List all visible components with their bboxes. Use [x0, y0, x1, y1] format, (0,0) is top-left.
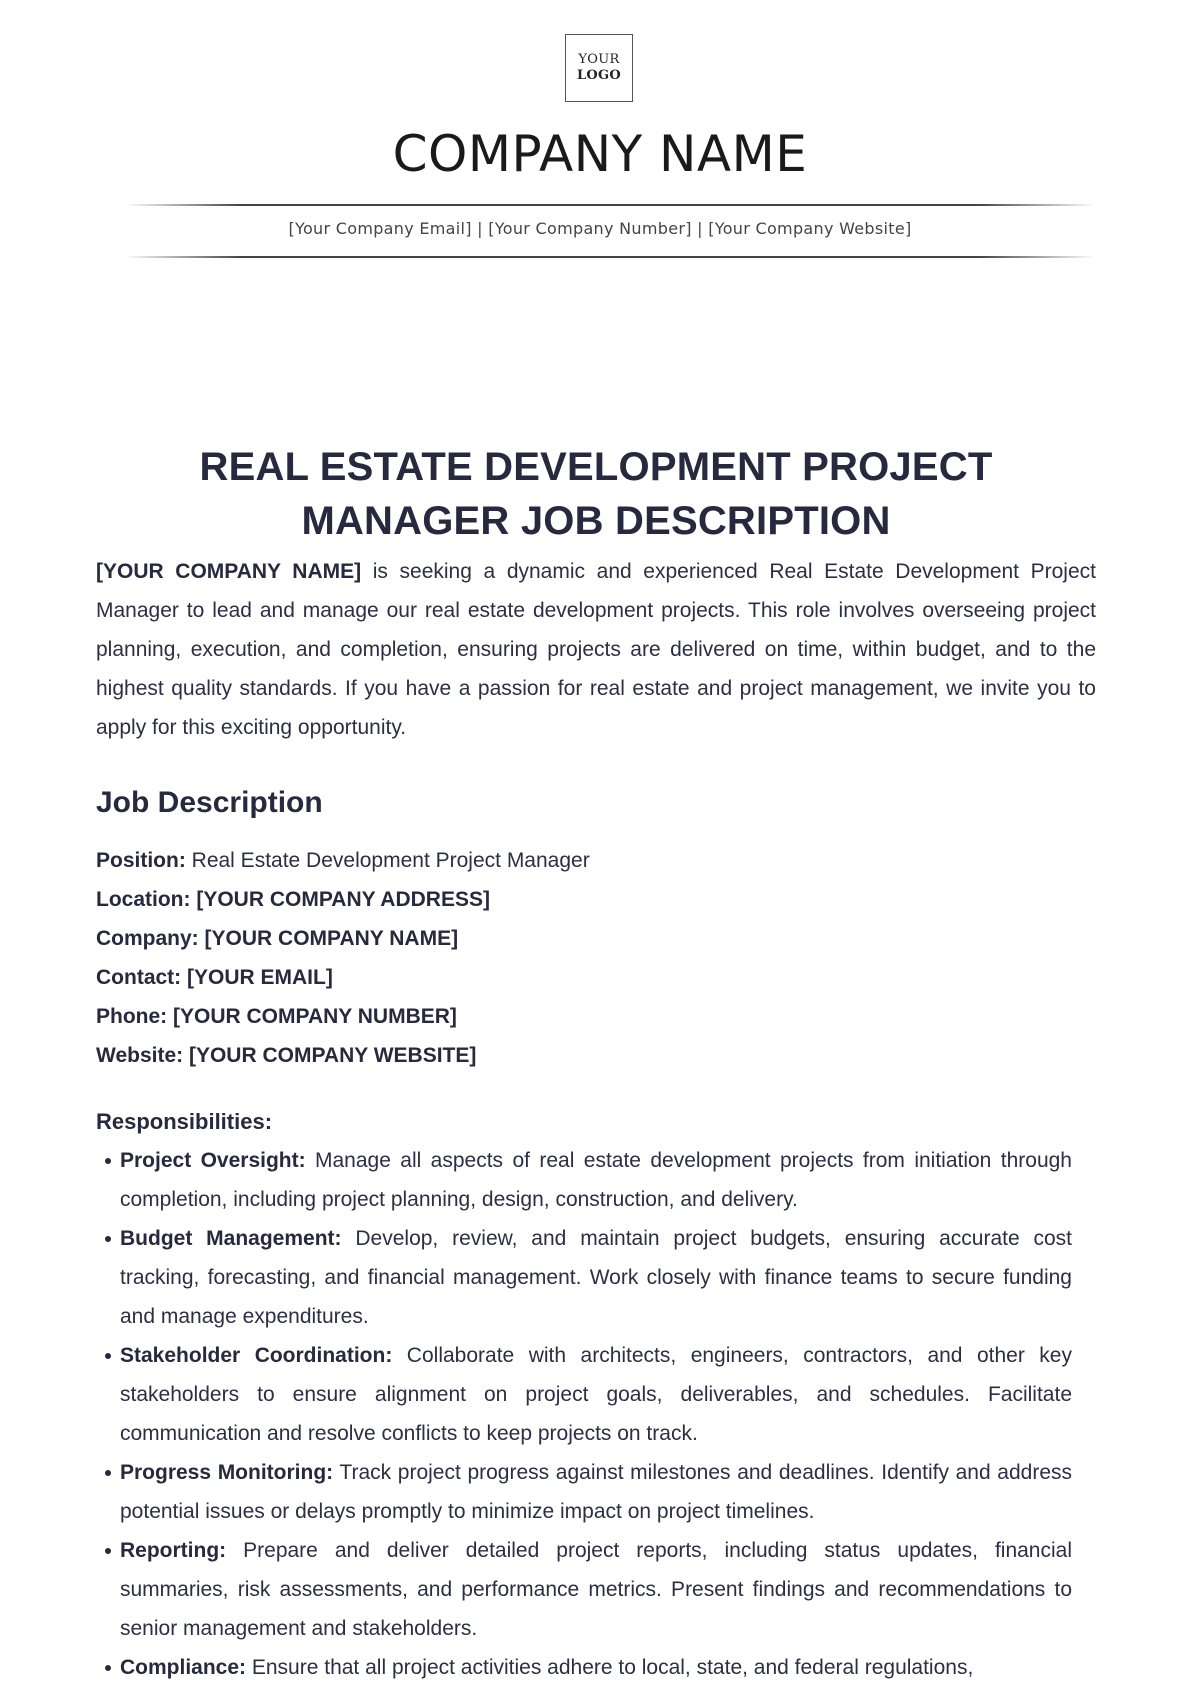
list-item	[120, 1219, 1072, 1336]
detail-label: Company:	[96, 927, 199, 950]
document-title: REAL ESTATE DEVELOPMENT PROJECT MANAGER JOB DESCRIPTION	[199, 445, 993, 543]
detail-label: Phone:	[96, 1005, 168, 1028]
detail-value: [YOUR COMPANY NAME]	[198, 927, 459, 950]
detail-label: Position:	[96, 849, 186, 872]
detail-contact	[96, 958, 1096, 997]
list-item-text: Track project progress against milestones and deadlines. Identify and address potential issues or delays promptly to minimize impact on project timelines.	[120, 1461, 1072, 1523]
company-name: COMPANY NAME	[392, 125, 808, 183]
detail-value: Real Estate Development Project Manager	[185, 849, 590, 872]
logo-line-1: YOUR	[578, 52, 620, 67]
list-item	[120, 1336, 1072, 1453]
list-item-text: Develop, review, and maintain project budgets, ensuring accurate cost tracking, forecasting, and financial management. Work closely with finance teams to secure funding and manage expenditures.	[120, 1227, 1073, 1328]
detail-value: [YOUR COMPANY WEBSITE]	[183, 1044, 477, 1067]
detail-website	[96, 1036, 1096, 1075]
detail-label: Contact:	[96, 966, 182, 989]
detail-value: [YOUR COMPANY ADDRESS]	[190, 888, 490, 911]
company-logo	[565, 34, 633, 102]
list-item	[120, 1531, 1072, 1648]
detail-label: Location:	[96, 888, 191, 911]
detail-phone	[96, 997, 1096, 1036]
detail-company	[96, 919, 1096, 958]
intro-paragraph	[96, 552, 1096, 747]
list-item-title: Progress Monitoring:	[120, 1461, 334, 1484]
list-item-title: Project Oversight:	[120, 1149, 306, 1172]
detail-value: [YOUR EMAIL]	[181, 966, 333, 989]
intro-text: is seeking a dynamic and experienced Real Estate Development Project Manager to lead and manage our real estate development projects. This role involves overseeing project planning, execution, and completion, ensuring projects are delivered on time, within budget, and to the highest quality standards. If you have a passion for real estate and project management, we invite you to apply for this exciting opportunity.	[96, 560, 1096, 739]
list-item-title: Stakeholder Coordination:	[120, 1344, 393, 1367]
logo-line-2: LOGO	[576, 68, 622, 83]
list-item-title: Budget Management:	[120, 1227, 342, 1250]
detail-location	[96, 880, 1096, 919]
list-item	[120, 1648, 1072, 1687]
detail-position	[96, 841, 1096, 880]
list-item-text: Manage all aspects of real estate development projects from initiation through completion, including project planning, design, construction, and delivery.	[120, 1149, 1072, 1211]
list-item-text: Ensure that all project activities adhere to local, state, and federal regulations,	[246, 1656, 974, 1679]
list-item-text: Collaborate with architects, engineers, contractors, and other key stakeholders to ensure alignment on project goals, deliverables, and schedules. Facilitate communication and resolve conflicts to keep projects on track.	[120, 1344, 1072, 1445]
company-contact-line: [Your Company Email] | [Your Company Number] | [Your Company Website]	[288, 219, 912, 238]
list-item-title: Compliance:	[120, 1656, 247, 1679]
list-item	[120, 1453, 1072, 1531]
detail-value: [YOUR COMPANY NUMBER]	[167, 1005, 457, 1028]
header-divider-top	[125, 204, 1095, 206]
document-body	[96, 440, 1096, 1687]
job-details-list	[96, 841, 1096, 1075]
responsibilities-list	[96, 1141, 1072, 1687]
job-description-heading: Job Description	[96, 786, 323, 819]
header-divider-bottom	[125, 256, 1095, 258]
responsibilities-heading: Responsibilities:	[96, 1109, 273, 1134]
intro-company-name: [YOUR COMPANY NAME]	[96, 560, 362, 583]
list-item-title: Reporting:	[120, 1539, 227, 1562]
detail-label: Website:	[96, 1044, 184, 1067]
list-item	[120, 1141, 1072, 1219]
list-item-text: Prepare and deliver detailed project reports, including status updates, financial summaries, risk assessments, and performance metrics. Present findings and recommendations to senior management and stakeholders.	[120, 1539, 1072, 1640]
